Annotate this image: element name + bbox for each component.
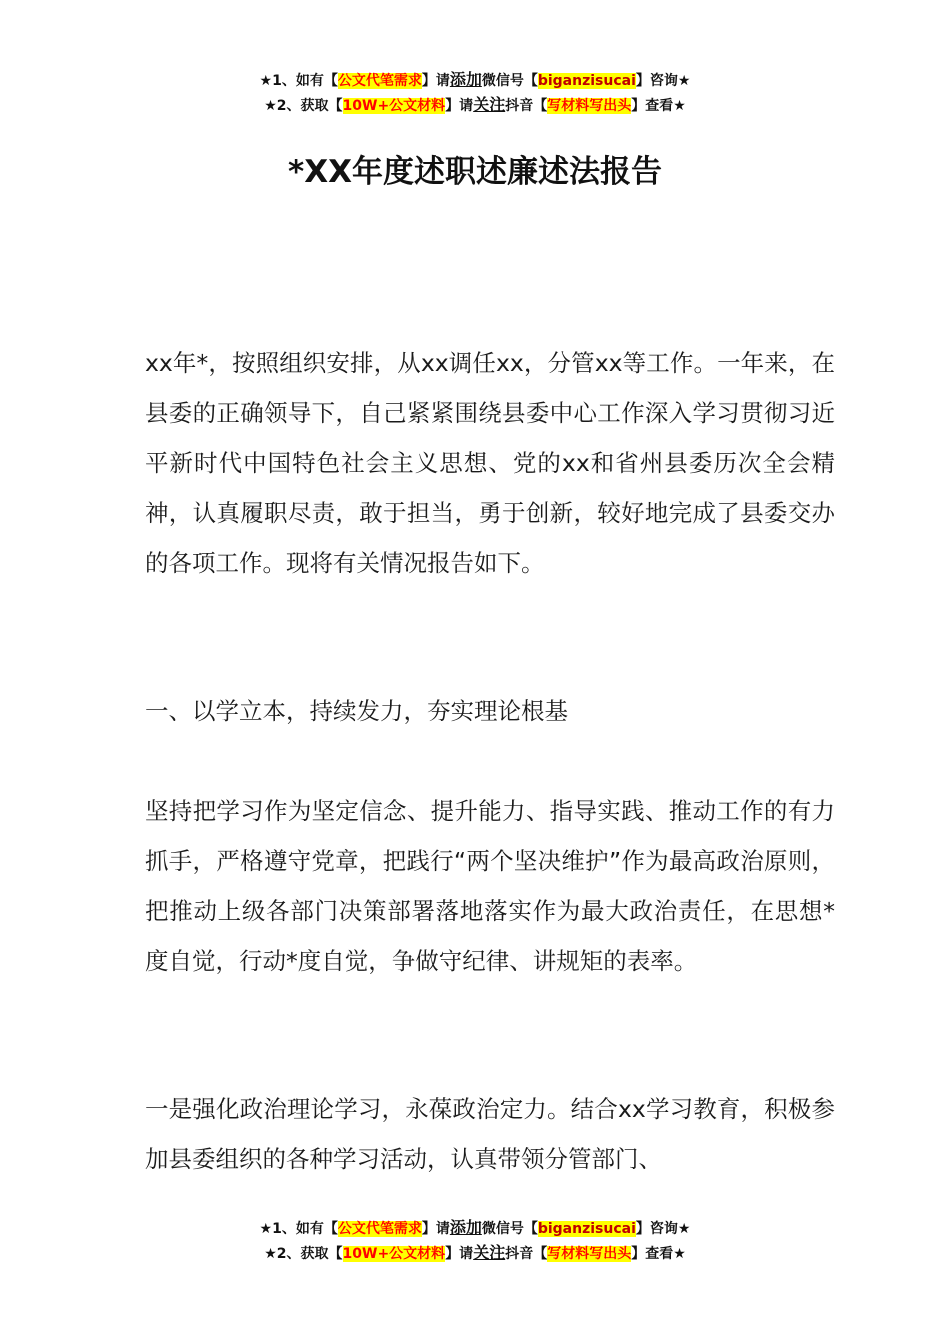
banner-text: ★2、获取【 (264, 1246, 343, 1262)
banner-text: ★1、如有【 (259, 73, 338, 89)
banner-text: 抖音【 (505, 98, 548, 114)
banner-text: 】请 (421, 1221, 450, 1237)
banner-highlight: 公文代笔需求 (337, 1221, 422, 1237)
banner-emphasis: 关注 (473, 95, 506, 114)
banner-line-2 (0, 1241, 950, 1266)
banner-text: ★1、如有【 (259, 1221, 338, 1237)
document-title: *XX年度述职述廉述法报告 (287, 154, 662, 190)
footer-banner (0, 1216, 950, 1266)
banner-emphasis: 关注 (473, 1243, 506, 1262)
banner-highlight: 10W+公文材料 (342, 98, 446, 114)
banner-text: 】咨询★ (635, 73, 691, 89)
banner-emphasis: 添加 (449, 1218, 482, 1237)
banner-text: ★2、获取【 (264, 98, 343, 114)
banner-text: 】请 (445, 98, 474, 114)
section-paragraph (145, 786, 835, 986)
banner-line-2 (0, 93, 950, 118)
banner-text: 】查看★ (631, 98, 686, 114)
banner-highlight: 10W+公文材料 (342, 1246, 446, 1262)
banner-text: 抖音【 (505, 1246, 548, 1262)
paragraph-text: 坚持把学习作为坚定信念、提升能力、指导实践、推动工作的有力抓手，严格遵守党章，把践行“两个坚决维护”作为最高政治原则，把推动上级各部门决策部署落地落实作为最大政治责任，在思想*度自觉，行动*度自觉，争做守纪律、讲规矩的表率。 (145, 797, 835, 975)
banner-text: 】请 (445, 1246, 474, 1262)
intro-paragraph (145, 338, 835, 588)
banner-line-1 (0, 68, 950, 93)
douyin-id-highlight: 写材料写出头 (547, 1246, 632, 1262)
paragraph-text: xx年*，按照组织安排，从xx调任xx，分管xx等工作。一年来，在县委的正确领导下，自己紧紧围绕县委中心工作深入学习贯彻习近平新时代中国特色社会主义思想、党的xx和省州县委历次全会精神，认真履职尽责，敢于担当，勇于创新，较好地完成了县委交办的各项工作。现将有关情况报告如下。 (145, 349, 835, 577)
heading-text: 一、以学立本，持续发力，夯实理论根基 (145, 697, 568, 725)
subsection-paragraph (145, 1084, 835, 1184)
banner-line-1 (0, 1216, 950, 1241)
header-banner (0, 68, 950, 118)
banner-text: 】请 (421, 73, 450, 89)
banner-text: 】查看★ (631, 1246, 686, 1262)
paragraph-text: 一是强化政治理论学习，永葆政治定力。结合xx学习教育，积极参加县委组织的各种学习活动，认真带领分管部门、 (145, 1095, 835, 1173)
banner-highlight: 公文代笔需求 (337, 73, 422, 89)
wechat-id-highlight: biganzisucai (537, 73, 636, 89)
banner-emphasis: 添加 (449, 70, 482, 89)
banner-text: 】咨询★ (635, 1221, 691, 1237)
banner-text: 微信号【 (481, 1221, 538, 1237)
banner-text: 微信号【 (481, 73, 538, 89)
section-heading (145, 686, 835, 736)
wechat-id-highlight: biganzisucai (537, 1221, 636, 1237)
douyin-id-highlight: 写材料写出头 (547, 98, 632, 114)
